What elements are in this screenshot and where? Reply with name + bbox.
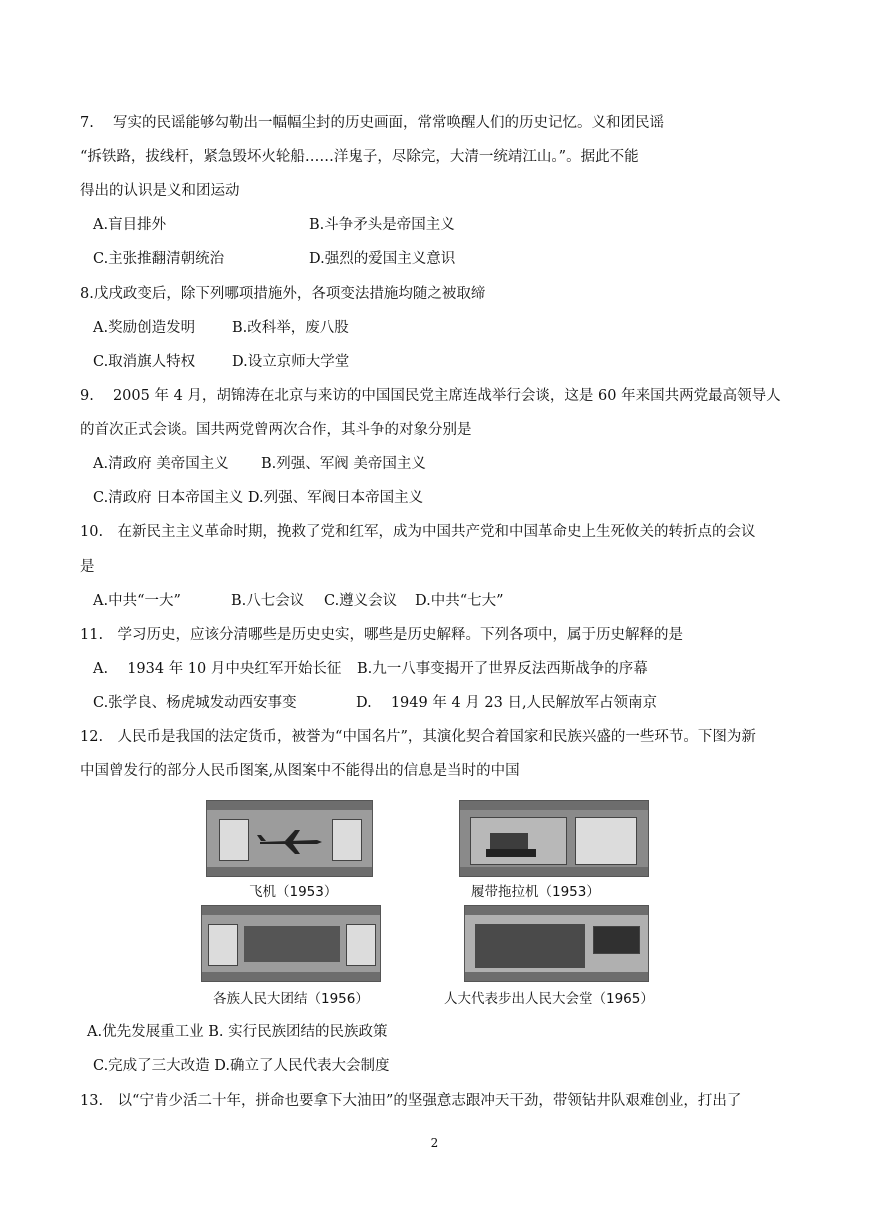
- banknote-deputies-image: [464, 905, 649, 982]
- q8-option-c: C.取消旗人特权: [93, 354, 196, 370]
- q11-option-c: C.张学良、杨虎城发动西安事变: [93, 695, 297, 711]
- q8-option-d: D.设立京师大学堂: [232, 354, 350, 370]
- page-number: 2: [430, 1136, 439, 1150]
- q7-option-d: D.强烈的爱国主义意识: [309, 251, 456, 267]
- caption-airplane: 飞机（1953）: [249, 884, 338, 900]
- q10-option-d: D.中共“七大”: [415, 593, 504, 609]
- q11-option-a: A. 1934 年 10 月中央红军开始长征: [93, 661, 342, 677]
- q10-line2: 是: [80, 559, 95, 575]
- banknote-figure: [196, 790, 676, 1012]
- q8-line1: 8.戊戌政变后，除下列哪项措施外，各项变法措施均随之被取缔: [80, 286, 486, 302]
- q7-option-a: A.盲目排外: [93, 217, 167, 233]
- q10-option-c: C.遵义会议: [324, 593, 398, 609]
- q11-line1: 11. 学习历史，应该分清哪些是历史史实，哪些是历史解释。下列各项中，属于历史解释的是: [80, 627, 684, 643]
- q9-option-a: A.清政府 美帝国主义: [93, 456, 229, 472]
- q10-option-a: A.中共“一大”: [93, 593, 181, 609]
- q9-option-b: B.列强、军阀 美帝国主义: [261, 456, 426, 472]
- q7-option-b: B.斗争矛头是帝国主义: [309, 217, 455, 233]
- q11-option-b: B.九一八事变揭开了世界反法西斯战争的序幕: [357, 661, 648, 677]
- banknote-tractor-image: [459, 800, 649, 877]
- caption-deputies: 人大代表步出人民大会堂（1965）: [444, 991, 654, 1007]
- caption-ethnic-unity: 各族人民大团结（1956）: [213, 991, 369, 1007]
- q7-line3: 得出的认识是义和团运动: [80, 183, 240, 199]
- q9-line2: 的首次正式会谈。国共两党曾两次合作，其斗争的对象分别是: [80, 422, 472, 438]
- q10-option-b: B.八七会议: [231, 593, 305, 609]
- q12-option-cd: C.完成了三大改造 D.确立了人民代表大会制度: [93, 1058, 390, 1074]
- banknote-ethnic-unity-image: [201, 905, 381, 982]
- caption-tractor: 履带拖拉机（1953）: [471, 884, 600, 900]
- banknote-airplane-image: [206, 800, 373, 877]
- q13-line1: 13. 以“宁肯少活二十年，拼命也要拿下大油田”的坚强意志跟冲天干劲，带领钻井队艰难创业，打出了: [80, 1093, 742, 1109]
- q9-line1: 9. 2005 年 4 月，胡锦涛在北京与来访的中国国民党主席连战举行会谈，这是 60 年来国共两党最高领导人: [80, 388, 781, 404]
- q12-line1: 12. 人民币是我国的法定货币，被誉为“中国名片”，其演化契合着国家和民族兴盛的一些环节。下图为新: [80, 729, 756, 745]
- q12-line2: 中国曾发行的部分人民币图案,从图案中不能得出的信息是当时的中国: [80, 763, 520, 779]
- q8-option-b: B.改科举，废八股: [232, 320, 349, 336]
- q11-option-d: D. 1949 年 4 月 23 日,人民解放军占领南京: [356, 695, 658, 711]
- q7-line2: “拆铁路，拔线杆，紧急毁坏火轮船……洋鬼子，尽除完，大清一统靖江山。”。据此不能: [80, 149, 639, 165]
- q7-option-c: C.主张推翻清朝统治: [93, 251, 225, 267]
- q7-line1: 7. 写实的民谣能够勾勒出一幅幅尘封的历史画面，常常唤醒人们的历史记忆。义和团民谣: [80, 115, 664, 131]
- q10-line1: 10. 在新民主主义革命时期，挽救了党和红军，成为中国共产党和中国革命史上生死攸关的转折点的会议: [80, 524, 756, 540]
- q8-option-a: A.奖励创造发明: [93, 320, 196, 336]
- q9-option-cd: C.清政府 日本帝国主义 D.列强、军阀日本帝国主义: [93, 490, 424, 506]
- q12-option-ab: A.优先发展重工业 B. 实行民族团结的民族政策: [87, 1024, 388, 1040]
